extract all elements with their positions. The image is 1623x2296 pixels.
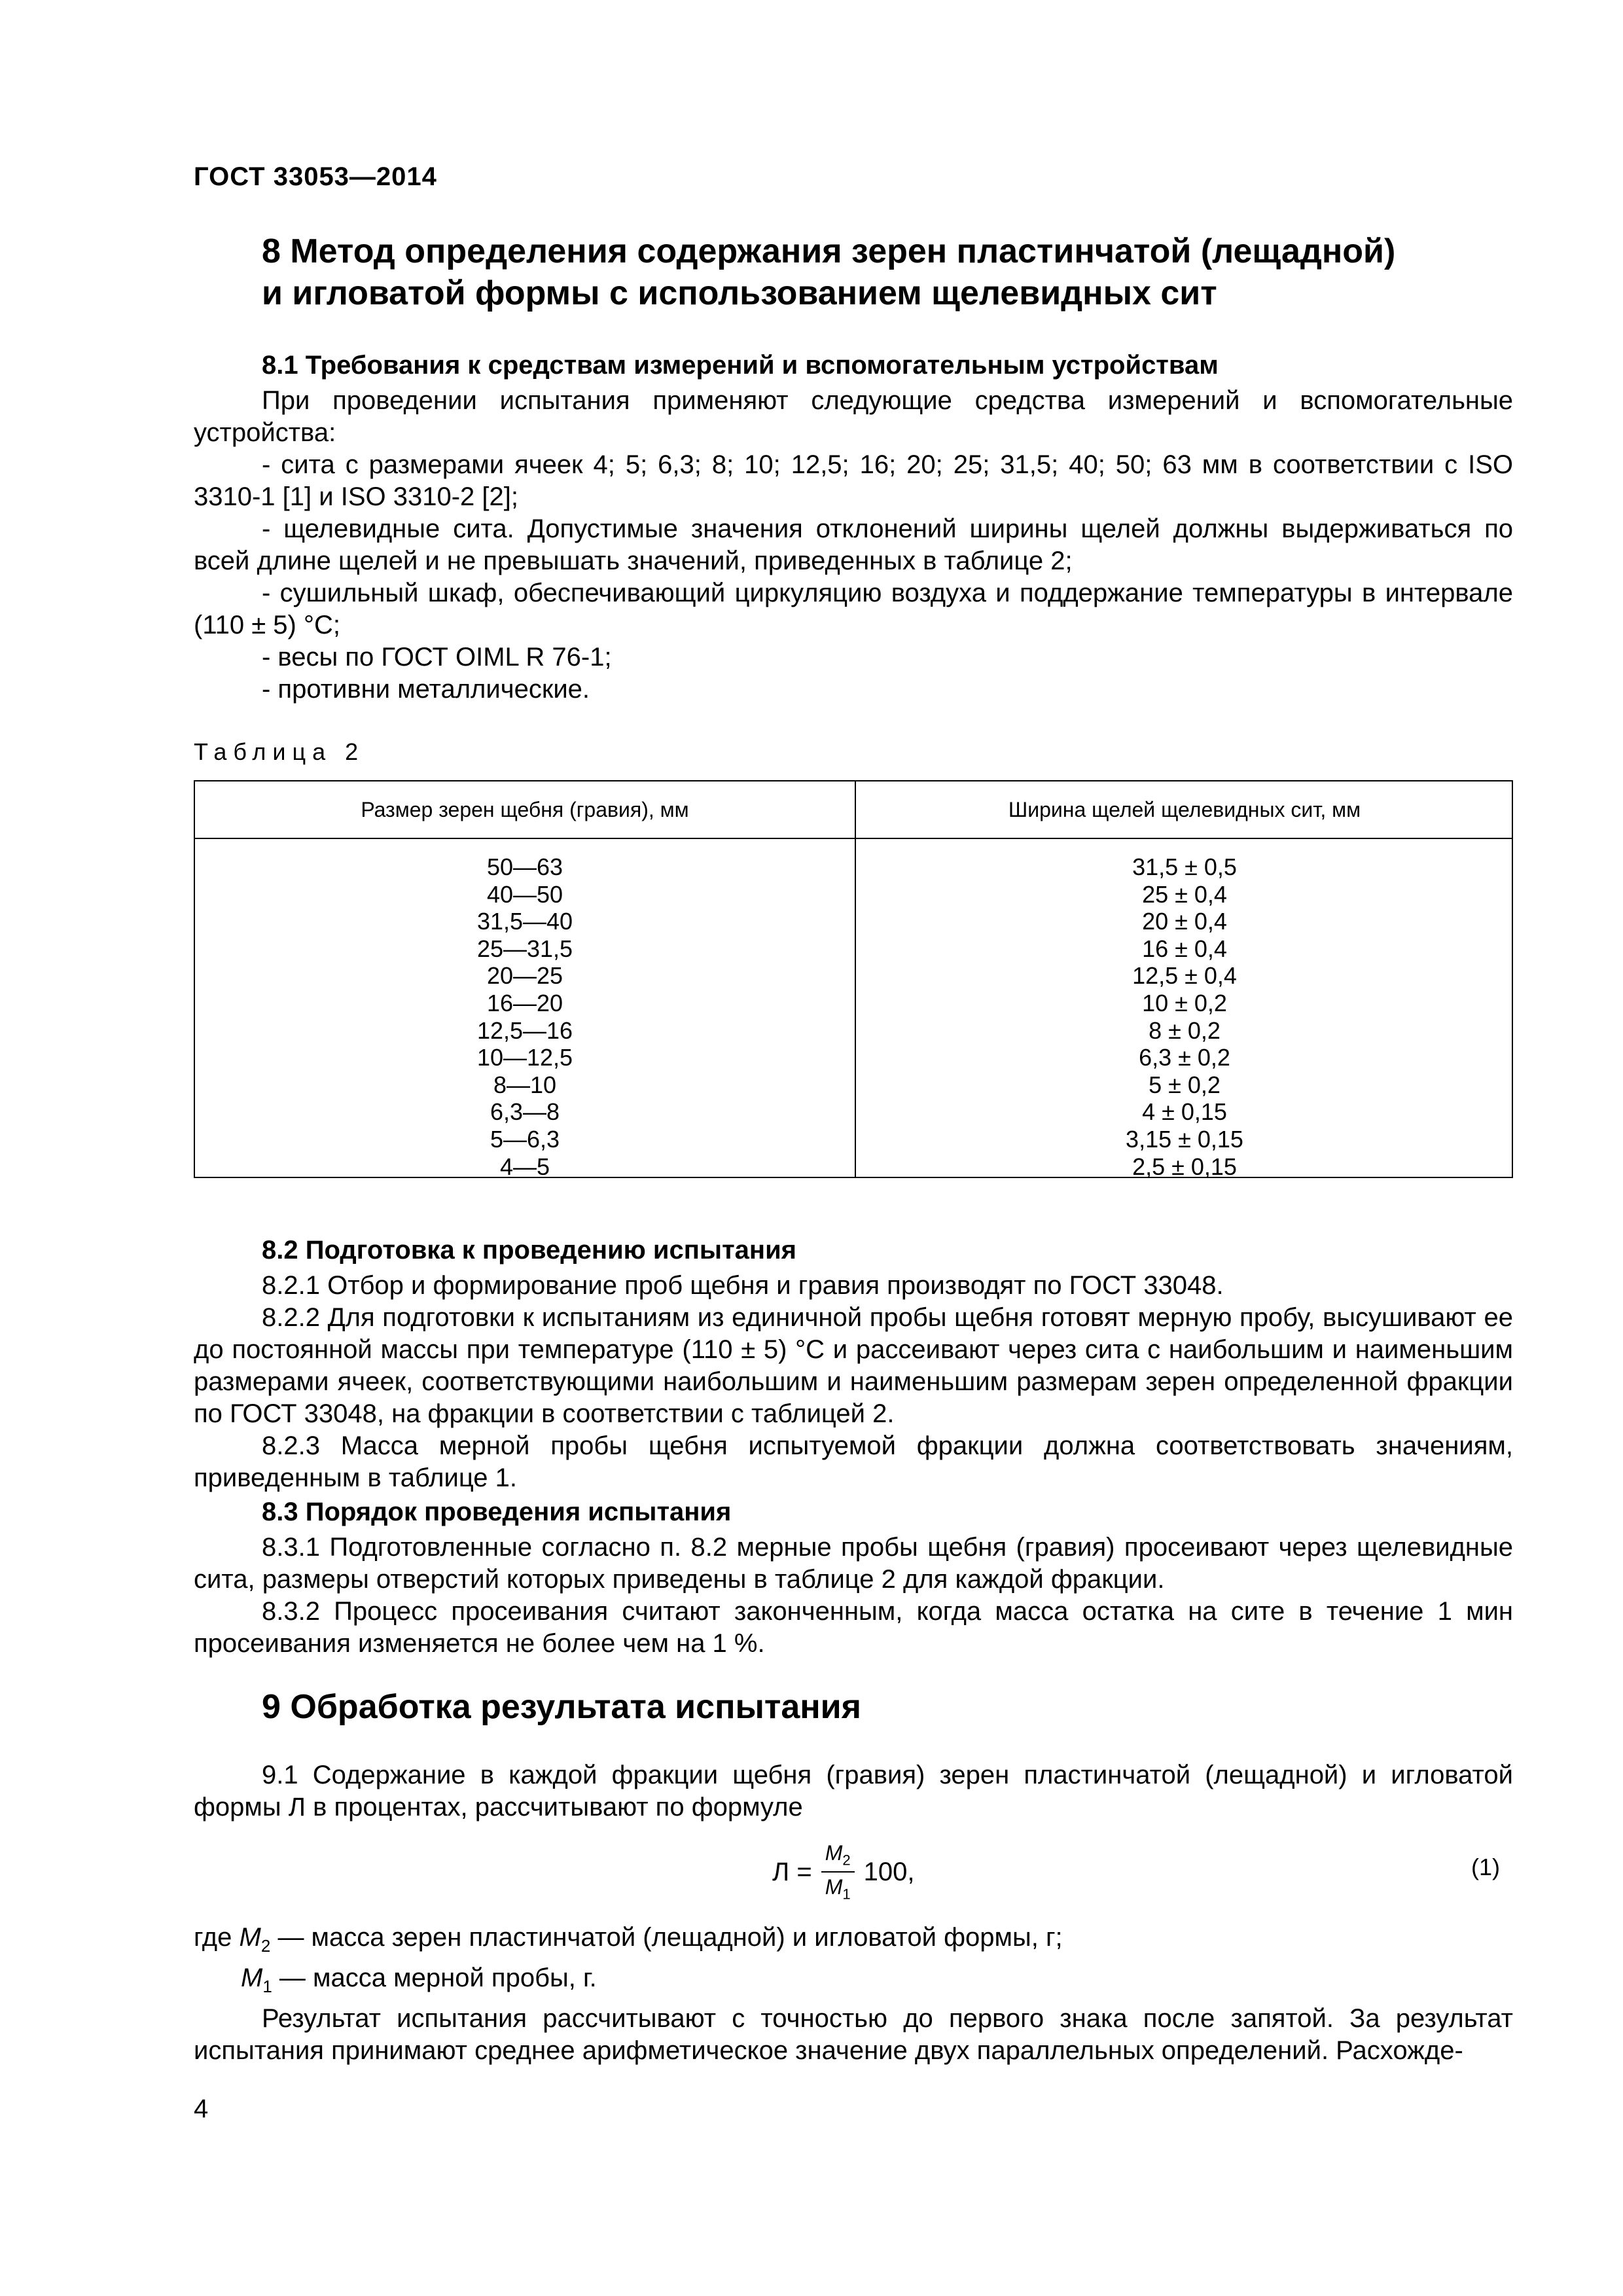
paragraph: При проведении испытания применяют следующие средства измерений и вспомогательные устройства: — [194, 386, 1513, 447]
list-item: - сушильный шкаф, обеспечивающий циркуляцию воздуха и поддержание температуры в интервале (110 ± 5) °С; — [194, 579, 1513, 639]
fraction-numerator — [821, 1841, 855, 1873]
subsection-8-2-body — [194, 1270, 1513, 1494]
fraction-denominator — [825, 1873, 851, 1903]
denominator-subscript: 1 — [842, 1886, 851, 1903]
table-cell-slot-width: 20 ± 0,4 — [1142, 908, 1227, 935]
denominator-variable: M — [825, 1875, 843, 1899]
table-cell-slot-width: 3,15 ± 0,15 — [1126, 1125, 1243, 1153]
formula-lhs: Л = — [772, 1857, 812, 1886]
table-cell-grain-size: 31,5—40 — [476, 908, 573, 935]
formula-fraction — [821, 1841, 855, 1903]
table-cell-grain-size: 16—20 — [486, 989, 563, 1016]
legend-text: — масса зерен пластинчатой (лещадной) и игловатой формы, г; — [277, 1923, 1063, 1952]
subsection-8-3-body — [194, 1532, 1513, 1660]
legend-line-m1 — [194, 1962, 1513, 2003]
section-9-title: 9 Обработка результата испытания — [262, 1688, 861, 1726]
table-cell-slot-width: 5 ± 0,2 — [1149, 1071, 1221, 1098]
section-8-title — [262, 230, 1505, 314]
variable-subscript: 2 — [260, 1936, 271, 1956]
section-8-title-line2: и игловатой формы с использованием щелевидных сит — [262, 274, 1217, 312]
formula-1 — [772, 1833, 915, 1911]
table-header-slot-width: Ширина щелей щелевидных сит, мм — [1008, 797, 1361, 821]
variable-subscript: 1 — [262, 1977, 272, 1996]
paragraph: Результат испытания рассчитывают с точностью до первого знака после запятой. За результат испытания принимают среднее арифметическое значение двух параллельных определений. Расхожде- — [194, 2004, 1513, 2065]
table-cell-slot-width: 10 ± 0,2 — [1142, 989, 1227, 1016]
header-divider — [195, 838, 1512, 839]
equation-number: (1) — [1471, 1854, 1500, 1880]
formula-legend — [194, 1922, 1513, 2067]
legend-text: — масса мерной пробы, г. — [279, 1964, 597, 1992]
table-cell-grain-size: 50—63 — [486, 853, 563, 880]
table-caption: Таблица 2 — [194, 738, 365, 765]
table-2 — [194, 780, 1513, 1178]
legend-variable — [239, 1923, 271, 1956]
table-cell-grain-size: 8—10 — [493, 1071, 557, 1098]
paragraph: 8.3.1 Подготовленные согласно п. 8.2 мерные пробы щебня (гравия) просеивают через щелевидные сита, размеры отверстий которых приведены в таблице 2 для каждой фракции. — [194, 1533, 1513, 1594]
table-cell-grain-size: 25—31,5 — [476, 935, 573, 962]
table-cell-grain-size: 40—50 — [486, 880, 563, 908]
paragraph: 8.2.3 Масса мерной пробы щебня испытуемой фракции должна соответствовать значениям, приведенным в таблице 1. — [194, 1431, 1513, 1492]
variable-letter: M — [241, 1964, 263, 1992]
subsection-8-3-title: 8.3 Порядок проведения испытания — [262, 1498, 732, 1526]
subsection-8-1-title: 8.1 Требования к средствам измерений и вспомогательным устройствам — [262, 351, 1219, 380]
paragraph: 9.1 Содержание в каждой фракции щебня (гравия) зерен пластинчатой (лещадной) и игловатой формы Л в процентах, рассчитывают по формуле — [194, 1761, 1513, 1821]
table-cell-grain-size: 6,3—8 — [490, 1098, 560, 1126]
list-item: - противни металлические. — [262, 675, 590, 704]
list-item: - щелевидные сита. Допустимые значения отклонений ширины щелей должны выдерживаться по всей длине щелей и не превышать значений, приведенных в таблице 2; — [194, 514, 1513, 575]
table-cell-grain-size: 5—6,3 — [490, 1125, 560, 1153]
section-8-title-line1: 8 Метод определения содержания зерен пластинчатой (лещадной) — [262, 232, 1396, 270]
table-cell-slot-width: 25 ± 0,4 — [1142, 880, 1227, 908]
table-cell-grain-size: 10—12,5 — [476, 1044, 573, 1071]
variable-letter: M — [239, 1923, 261, 1952]
table-header-grain-size: Размер зерен щебня (гравия), мм — [361, 797, 689, 821]
legend-line-m2 — [194, 1922, 1513, 1962]
subsection-8-2-title: 8.2 Подготовка к проведению испытания — [262, 1236, 797, 1265]
table-cell-grain-size: 20—25 — [486, 962, 563, 990]
paragraph: 8.3.2 Процесс просеивания считают законченным, когда масса остатка на сите в течение 1 мин просеивания изменяется не более чем на 1 %. — [194, 1597, 1513, 1658]
page-number: 4 — [194, 2094, 209, 2123]
legend-prefix: где — [194, 1923, 232, 1952]
numerator-subscript: 2 — [842, 1852, 851, 1868]
table-cell-grain-size: 4—5 — [499, 1153, 550, 1180]
table-cell-slot-width: 12,5 ± 0,4 — [1132, 962, 1237, 990]
table-cell-slot-width: 4 ± 0,15 — [1142, 1098, 1227, 1126]
list-item: - весы по ГОСТ OIML R 76-1; — [262, 643, 612, 672]
table-cell-slot-width: 31,5 ± 0,5 — [1132, 853, 1237, 880]
numerator-variable: M — [825, 1840, 843, 1865]
table-cell-grain-size: 12,5—16 — [476, 1016, 573, 1044]
list-item: - сита с размерами ячеек 4; 5; 6,3; 8; 10; 12,5; 16; 20; 25; 31,5; 40; 50; 63 мм в соответствии с ISO 3310-1 [1] и ISO 3310-2 [2]; — [194, 450, 1513, 511]
paragraph: 8.2.2 Для подготовки к испытаниям из единичной пробы щебня готовят мерную пробу, высушивают ее до постоянной массы при температуре (110 ± 5) °С и рассеивают через сита с наибольшим и наименьшим размерами ячеек, соответствующими наибольшим и наименьшим размерам зерен определенной фракции по ГОСТ 33048, на фракции в соответствии с таблицей 2. — [194, 1303, 1513, 1428]
table-column-slot-width — [855, 853, 1514, 1180]
table-cell-slot-width: 6,3 ± 0,2 — [1139, 1044, 1230, 1071]
paragraph: 8.2.1 Отбор и формирование проб щебня и гравия производят по ГОСТ 33048. — [262, 1271, 1224, 1300]
table-cell-slot-width: 8 ± 0,2 — [1149, 1016, 1221, 1044]
table-column-grain-size — [195, 853, 855, 1180]
formula-rhs: 100, — [863, 1857, 915, 1886]
subsection-8-1-body — [194, 385, 1513, 706]
table-cell-slot-width: 2,5 ± 0,15 — [1132, 1153, 1237, 1180]
section-9-body — [194, 1759, 1513, 1823]
table-cell-slot-width: 16 ± 0,4 — [1142, 935, 1227, 962]
legend-variable — [241, 1964, 272, 1996]
standard-designation: ГОСТ 33053—2014 — [194, 162, 437, 191]
